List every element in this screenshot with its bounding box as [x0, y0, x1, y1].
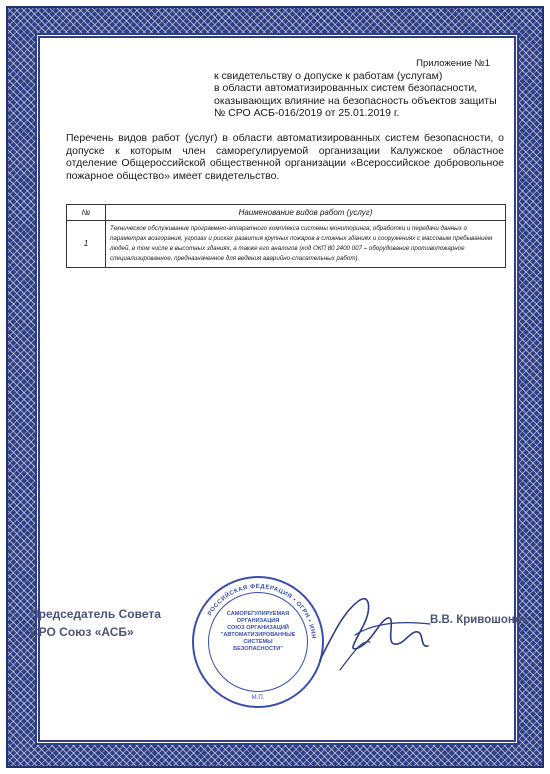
certificate-reference-line: оказывающих влияние на безопасность объектов защиты	[214, 94, 497, 107]
row-text: Техническое обслуживание программно-аппаратного комплекса системы мониторинга, обработки и передачи данных о параметрах возгорания, угрозах и рисках развития крупных пожаров в сложных зданиях и сооружениях с массовым пребыванием людей, в том числе в высотных зданиях, а также его аналогов (код ОКП 80 2400 007 – оборудование противопожарное специализированное, предназначенное для ведения аварийно-спасательных работ).	[106, 221, 506, 268]
appendix-label: Приложение №1	[416, 58, 490, 69]
certificate-reference-line: в области автоматизированных систем безопасности,	[214, 82, 478, 95]
intro-paragraph: Перечень видов работ (услуг) в области автоматизированных систем безопасности, о допуске к которым член саморегулируемой организации Калужское областное отделение Общероссийской общественной организации «Всероссийское добровольное пожарное общество» имеет свидетельство.	[66, 132, 504, 182]
certificate-reference-line: к свидетельству о допуске к работам (услугам)	[214, 70, 443, 82]
column-header-number: №	[67, 205, 106, 221]
table-row	[67, 221, 506, 268]
seal-line: ОРГАНИЗАЦИЯ	[236, 618, 280, 624]
seal-center-text	[204, 611, 312, 653]
seal-line: СИСТЕМЫ	[243, 639, 273, 645]
signatory-name: В.В. Кривошонок	[430, 614, 528, 626]
seal-line: САМОРЕГУЛИРУЕМАЯ	[226, 611, 290, 617]
signatory-title-line: Председатель Совета	[30, 607, 161, 621]
works-table	[66, 204, 506, 268]
signatory-title-line: СРО Союз «АСБ»	[30, 625, 134, 639]
seal-bottom-label: М.П.	[251, 695, 265, 701]
table-header-row	[67, 205, 506, 221]
certificate-reference	[214, 70, 514, 120]
seal-ring-label: РОССИЙСКАЯ ФЕДЕРАЦИЯ • ОГРН • ИНН	[207, 583, 316, 640]
handwritten-signature	[300, 590, 450, 680]
certificate-reference-line: № СРО АСБ-016/2019 от 25.01.2019 г.	[214, 107, 400, 120]
signatory-title	[30, 605, 161, 641]
seal-line: "АВТОМАТИЗИРОВАННЫЕ	[220, 632, 296, 638]
row-number: 1	[67, 221, 106, 268]
column-header-name: Наименование видов работ (услуг)	[106, 205, 506, 221]
seal-line: СОЮЗ ОРГАНИЗАЦИЙ	[227, 625, 289, 631]
seal-line: БЕЗОПАСНОСТИ"	[233, 646, 283, 652]
